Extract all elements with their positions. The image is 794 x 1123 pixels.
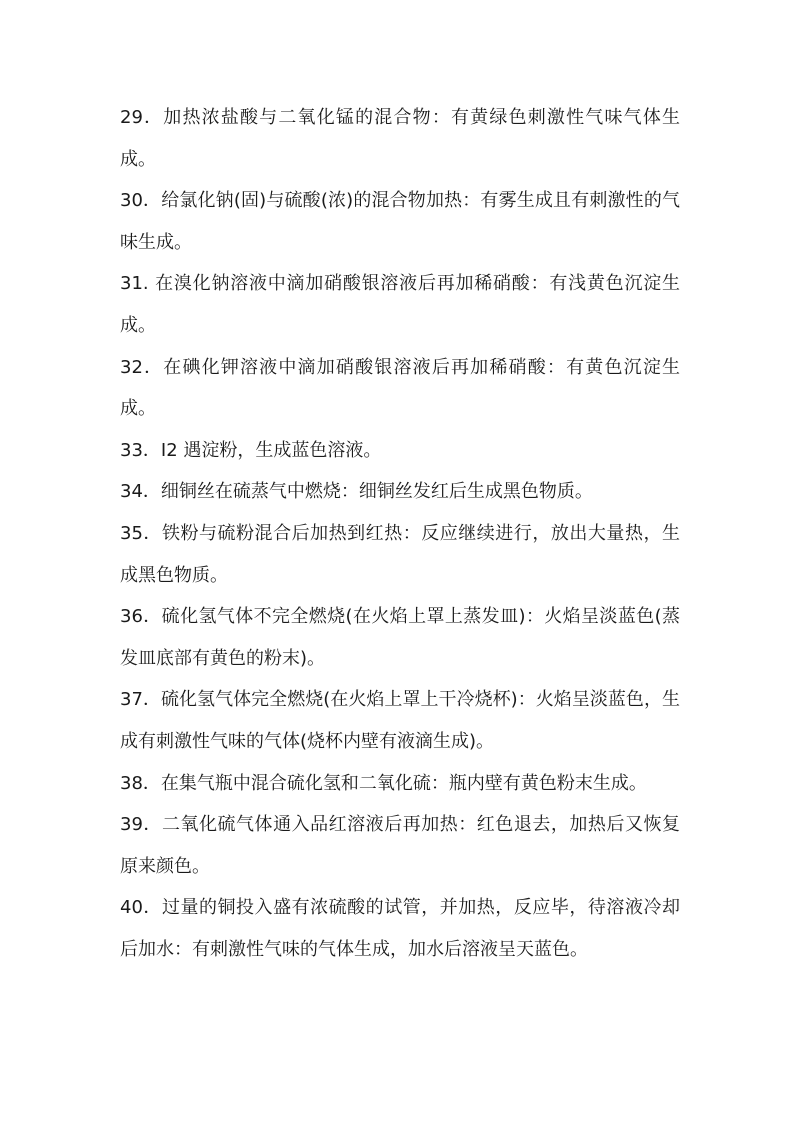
list-item: 35．铁粉与硫粉混合后加热到红热：反应继续进行，放出大量热，生成黑色物质。	[120, 522, 680, 586]
list-item: 39．二氧化硫气体通入品红溶液后再加热：红色退去，加热后又恢复原来颜色。	[120, 814, 680, 877]
list-item: 34．细铜丝在硫蒸气中燃烧：细铜丝发红后生成黑色物质。	[120, 481, 593, 503]
document-body	[120, 97, 680, 970]
list-item: 36．硫化氢气体不完全燃烧(在火焰上罩上蒸发皿)：火焰呈淡蓝色(蒸发皿底部有黄色的粉末)。	[120, 606, 680, 669]
list-item: 37．硫化氢气体完全燃烧(在火焰上罩上干冷烧杯)：火焰呈淡蓝色，生成有刺激性气味的气体(烧杯内壁有液滴生成)。	[120, 689, 680, 752]
list-item: 38．在集气瓶中混合硫化氢和二氧化硫：瓶内壁有黄色粉末生成。	[120, 772, 647, 794]
list-item: 30．给氯化钠(固)与硫酸(浓)的混合物加热：有雾生成且有刺激性的气味生成。	[120, 190, 680, 253]
list-item: 31. 在溴化钠溶液中滴加硝酸银溶液后再加稀硝酸：有浅黄色沉淀生成。	[120, 273, 680, 336]
list-item: 40．过量的铜投入盛有浓硫酸的试管，并加热，反应毕，待溶液冷却后加水：有刺激性气味的气体生成，加水后溶液呈天蓝色。	[120, 897, 680, 960]
list-item: 32．在碘化钾溶液中滴加硝酸银溶液后再加稀硝酸：有黄色沉淀生成。	[120, 356, 680, 420]
list-item: 29．加热浓盐酸与二氧化锰的混合物：有黄绿色刺激性气味气体生成。	[120, 107, 680, 170]
list-item: 33．I2 遇淀粉，生成蓝色溶液。	[120, 439, 382, 461]
